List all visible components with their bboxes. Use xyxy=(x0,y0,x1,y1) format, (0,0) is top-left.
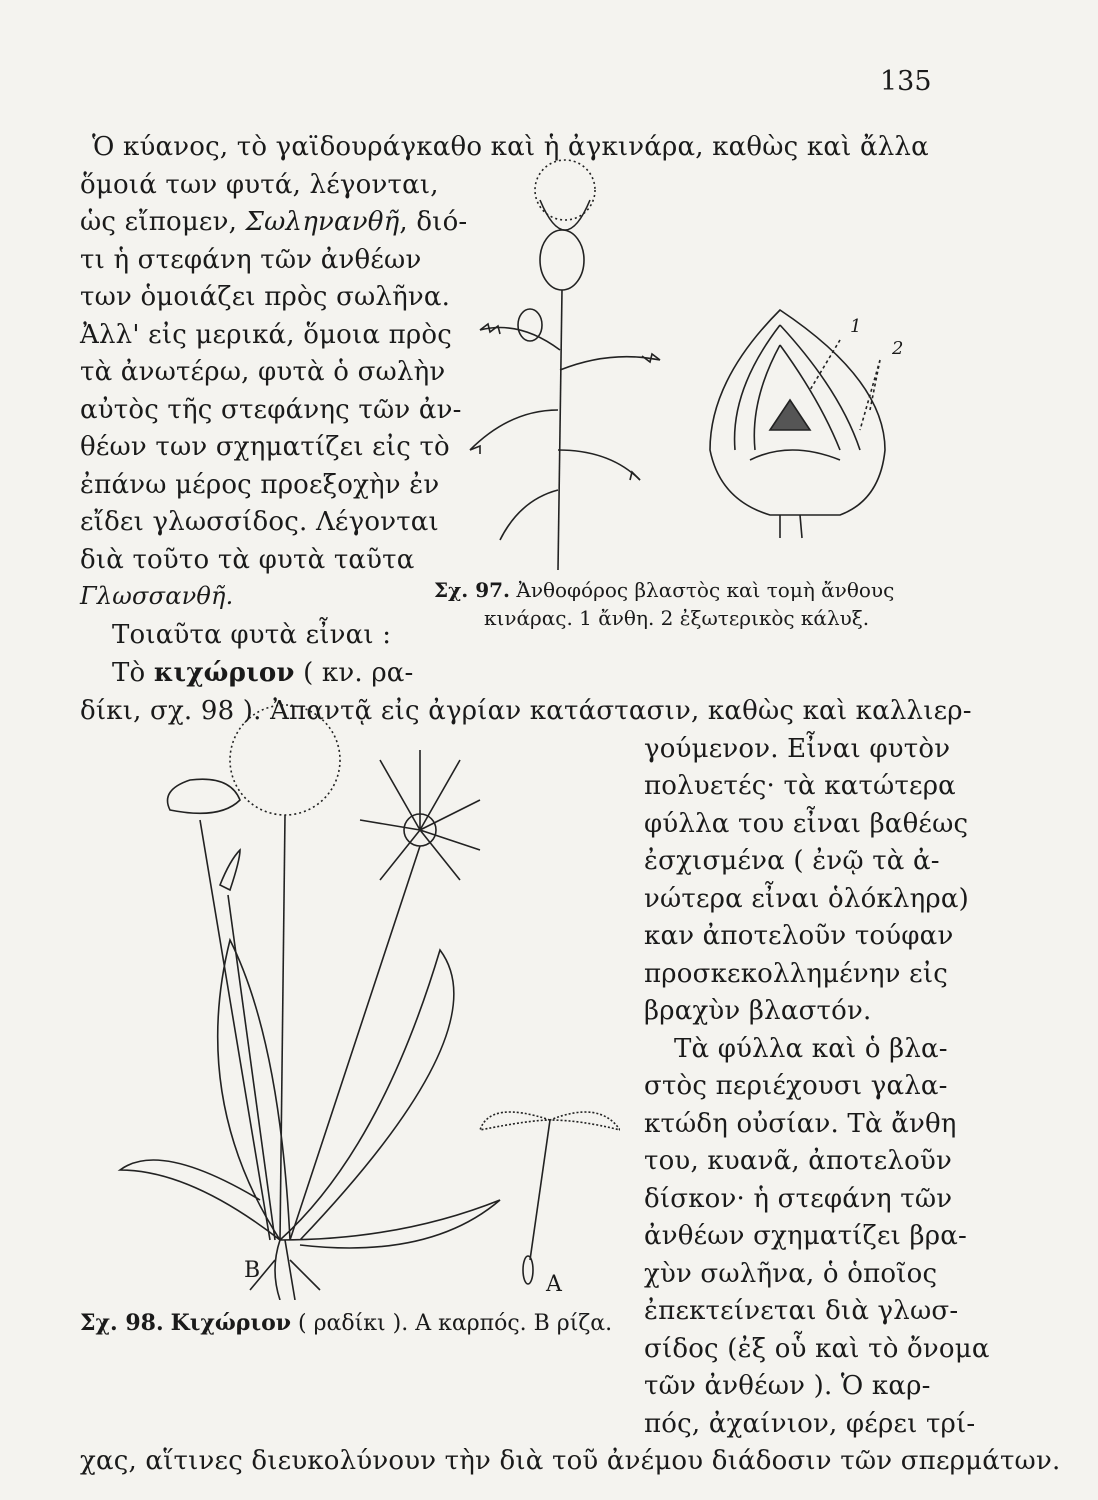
text-line: των ὁμοιάζει πρὸς σωλῆνα. xyxy=(80,282,451,312)
text-line: Τὰ φύλλα καὶ ὁ βλα- xyxy=(674,1034,948,1064)
text-fragment: Τὸ xyxy=(112,658,154,688)
fig97-label: Σχ. 97. xyxy=(434,578,511,602)
text-line: τῶν ἀνθέων ). Ὁ καρ- xyxy=(644,1371,931,1401)
text-line: σίδος (ἐξ οὗ καὶ τὸ ὄνομα xyxy=(644,1334,990,1364)
text-fragment: ὡς εἴπομεν, xyxy=(80,207,246,237)
fig97-caption-line1 xyxy=(434,578,894,602)
fig98-label-a: Α xyxy=(546,1272,562,1297)
text-line xyxy=(80,207,467,237)
kichorion-term: κιχώριον xyxy=(153,658,295,688)
text-line: φύλλα του εἶναι βαθέως xyxy=(644,809,969,839)
text-line: θέων των σχηματίζει εἰς τὸ xyxy=(80,432,450,462)
text-line: κτώδη οὐσίαν. Τὰ ἄνθη xyxy=(644,1109,957,1139)
text-line: χας, αἵτινες διευκολύνουν τὴν διὰ τοῦ ἀνέμου διάδοσιν τῶν σπερμάτων. xyxy=(80,1446,1061,1476)
text-line: ἐπάνω μέρος προεξοχὴν ἐν xyxy=(80,470,440,500)
text-line: τὰ ἀνωτέρω, φυτὰ ὁ σωλὴν xyxy=(80,357,446,387)
term-glossanthi-text: Γλωσσανθῆ. xyxy=(80,582,234,610)
text-line: Ὁ κύανος, τὸ γαϊδουράγκαθο καὶ ἡ ἀγκινάρα, καθὼς καὶ ἄλλα xyxy=(92,132,929,162)
text-line: πός, ἀχαίνιον, φέρει τρί- xyxy=(644,1409,976,1439)
text-fragment: ( κν. ρα- xyxy=(294,658,414,688)
text-line: εἴδει γλωσσίδος. Λέγονται xyxy=(80,507,439,537)
text-line: στὸς περιέχουσι γαλα- xyxy=(644,1071,948,1101)
text-line: προσκεκολλημένην εἰς xyxy=(644,959,948,989)
text-line: ἀνθέων σχηματίζει βρα- xyxy=(644,1221,967,1251)
artichoke-section-illustration xyxy=(690,300,920,540)
fig97-marker-1: 1 xyxy=(850,316,862,337)
text-line: χὺν σωλῆνα, ὁ ὁποῖος xyxy=(644,1259,938,1289)
text-line: τι ἡ στεφάνη τῶν ἀνθέων xyxy=(80,245,422,275)
text-line: δίσκον· ἡ στεφάνη τῶν xyxy=(644,1184,953,1214)
text-line: γούμενον. Εἶναι φυτὸν xyxy=(644,734,951,764)
fig98-label: Σχ. 98. xyxy=(80,1310,164,1336)
text-line: Ἀλλ' εἰς μερικά, ὅμοια πρὸς xyxy=(80,320,453,350)
text-line: δίκι, σχ. 98 ). Ἀπαντᾷ εἰς ἀγρίαν κατάστασιν, καθὼς καὶ καλλιερ- xyxy=(80,696,972,726)
fig98-caption-text: ( ραδίκι ). Α καρπός. Β ρίζα. xyxy=(291,1311,613,1336)
text-line: ὅμοιά των φυτά, λέγονται, xyxy=(80,170,439,200)
chicory-plant-illustration xyxy=(80,700,620,1300)
text-line: του, κυανᾶ, ἀποτελοῦν xyxy=(644,1146,952,1176)
text-line: ἐπεκτείνεται διὰ γλωσ- xyxy=(644,1296,959,1326)
text-line: βραχὺν βλαστόν. xyxy=(644,996,872,1026)
fig97-caption-line2: κινάρας. 1 ἄνθη. 2 ἐξωτερικὸς κάλυξ. xyxy=(484,606,870,630)
fig97-caption-text: Ἀνθοφόρος βλαστὸς καὶ τομὴ ἄνθους xyxy=(510,578,895,602)
term-glossanthi xyxy=(80,582,233,610)
text-line: καν ἀποτελοῦν τούφαν xyxy=(644,921,954,951)
text-line: διὰ τοῦτο τὰ φυτὰ ταῦτα xyxy=(80,545,415,575)
fig98-caption xyxy=(80,1310,612,1336)
text-line: Τοιαῦτα φυτὰ εἶναι : xyxy=(112,620,392,650)
artichoke-stem-illustration xyxy=(440,150,690,570)
fig98-name: Κιχώριον xyxy=(170,1310,292,1336)
text-line: πολυετές· τὰ κατώτερα xyxy=(644,771,956,801)
page-number: 135 xyxy=(880,66,932,97)
term-solinanthi: Σωληνανθῆ xyxy=(245,207,400,237)
text-line: ἐσχισμένα ( ἐνῷ τὰ ἀ- xyxy=(644,846,940,876)
fig97-marker-2: 2 xyxy=(892,338,904,359)
text-line: νώτερα εἶναι ὁλόκληρα) xyxy=(644,884,969,914)
fig98-label-b: Β xyxy=(244,1258,261,1283)
text-line: αὐτὸς τῆς στεφάνης τῶν ἀν- xyxy=(80,395,462,425)
text-line xyxy=(112,658,414,688)
text-fragment: , διό- xyxy=(399,207,468,237)
